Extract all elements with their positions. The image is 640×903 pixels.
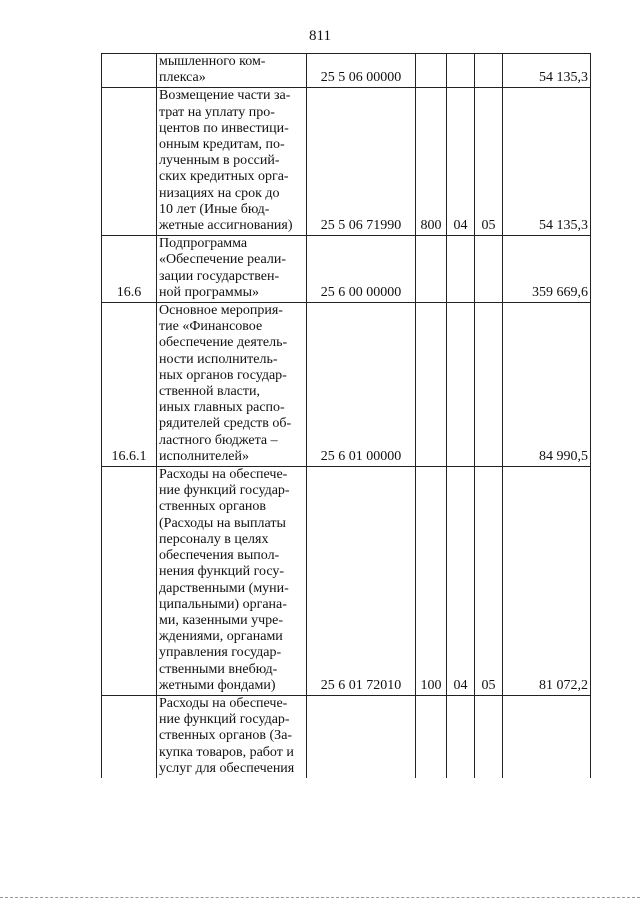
- table-row: [102, 303, 591, 467]
- description-line: Возмещение части за-: [159, 88, 291, 104]
- row-number: [102, 54, 157, 88]
- description-line: низациях на срок до: [159, 185, 280, 201]
- description-line: жетные ассигнования): [159, 218, 293, 234]
- description-line: дарственными (муни-: [159, 580, 289, 596]
- description-line: лученным в россий-: [159, 153, 280, 169]
- target-article-code: 25 6 01 00000: [307, 303, 416, 467]
- amount-value: 54 135,3: [503, 88, 591, 236]
- target-article-code: 25 6 01 72010: [307, 467, 416, 696]
- amount-value: 54 135,3: [503, 54, 591, 88]
- description-line: центов по инвестици-: [159, 120, 289, 136]
- amount-value: 359 669,6: [503, 236, 591, 303]
- section-code: [447, 236, 475, 303]
- description-line: Расходы на обеспече-: [159, 467, 288, 483]
- row-description: [157, 88, 307, 236]
- row-number: [102, 88, 157, 236]
- description-line: рядителей средств об-: [159, 416, 292, 432]
- section-code: 04: [447, 88, 475, 236]
- row-number: 16.6.1: [102, 303, 157, 467]
- page-number: 811: [309, 28, 331, 44]
- description-line: жетными фондами): [159, 677, 276, 693]
- description-line: ственными внебюд-: [159, 661, 278, 677]
- description-line: исполнителей»: [159, 448, 250, 464]
- description-line: мышленного ком-: [159, 54, 266, 69]
- table-row: [102, 54, 591, 88]
- description-line: ластного бюджета –: [159, 432, 278, 448]
- expense-type-code: [416, 236, 447, 303]
- subsection-code: [475, 54, 503, 88]
- table-row: [102, 88, 591, 236]
- row-description: [157, 303, 307, 467]
- description-line: ных органов государ-: [159, 367, 287, 383]
- expense-type-code: [416, 303, 447, 467]
- section-code: [447, 54, 475, 88]
- target-article-code: [307, 695, 416, 778]
- row-number: [102, 467, 157, 696]
- description-line: услуг для обеспечения: [159, 760, 295, 776]
- description-line: ждениями, органами: [159, 629, 283, 645]
- subsection-code: [475, 695, 503, 778]
- description-line: нения функций госу-: [159, 564, 285, 580]
- description-line: ственных органов (За-: [159, 728, 293, 744]
- description-line: ной программы»: [159, 284, 260, 300]
- description-line: «Обеспечение реали-: [159, 252, 286, 268]
- subsection-code: [475, 303, 503, 467]
- description-line: управления государ-: [159, 645, 282, 661]
- description-line: ние функций государ-: [159, 712, 290, 728]
- target-article-code: 25 6 00 00000: [307, 236, 416, 303]
- row-description: [157, 467, 307, 696]
- description-line: (Расходы на выплаты: [159, 515, 286, 531]
- description-line: онным кредитам, по-: [159, 137, 285, 153]
- amount-value: [503, 695, 591, 778]
- description-line: иных главных распо-: [159, 400, 285, 416]
- row-description: [157, 54, 307, 88]
- description-line: ственной власти,: [159, 384, 261, 400]
- description-line: купка товаров, работ и: [159, 744, 294, 760]
- section-code: [447, 695, 475, 778]
- table-row: [102, 695, 591, 778]
- description-line: тие «Финансовое: [159, 319, 263, 335]
- table-row: [102, 467, 591, 696]
- description-line: обеспечение деятель-: [159, 335, 288, 351]
- subsection-code: [475, 236, 503, 303]
- description-line: Расходы на обеспече-: [159, 695, 288, 711]
- description-line: персоналу в целях: [159, 531, 269, 547]
- description-line: Подпрограмма: [159, 236, 248, 252]
- subsection-code: 05: [475, 467, 503, 696]
- row-description: [157, 236, 307, 303]
- description-line: ских кредитных орга-: [159, 169, 289, 185]
- description-line: зации государствен-: [159, 268, 280, 284]
- section-code: 04: [447, 467, 475, 696]
- page-bottom-edge: [0, 897, 640, 898]
- expense-type-code: 800: [416, 88, 447, 236]
- description-line: 10 лет (Иные бюд-: [159, 201, 270, 217]
- row-number: [102, 695, 157, 778]
- target-article-code: 25 5 06 71990: [307, 88, 416, 236]
- description-line: Основное мероприя-: [159, 303, 283, 319]
- row-number: 16.6: [102, 236, 157, 303]
- description-line: ние функций государ-: [159, 483, 290, 499]
- expense-type-code: 100: [416, 467, 447, 696]
- expense-type-code: [416, 695, 447, 778]
- budget-table: [101, 53, 591, 778]
- row-description: [157, 695, 307, 778]
- target-article-code: 25 5 06 00000: [307, 54, 416, 88]
- expense-type-code: [416, 54, 447, 88]
- description-line: ми, казенными учре-: [159, 612, 284, 628]
- subsection-code: 05: [475, 88, 503, 236]
- description-line: плекса»: [159, 70, 206, 86]
- table-row: [102, 236, 591, 303]
- description-line: трат на уплату про-: [159, 104, 275, 120]
- description-line: ственных органов: [159, 499, 267, 515]
- description-line: ности исполнитель-: [159, 351, 278, 367]
- amount-value: 81 072,2: [503, 467, 591, 696]
- description-line: обеспечения выпол-: [159, 548, 280, 564]
- description-line: ципальными) органа-: [159, 596, 287, 612]
- amount-value: 84 990,5: [503, 303, 591, 467]
- section-code: [447, 303, 475, 467]
